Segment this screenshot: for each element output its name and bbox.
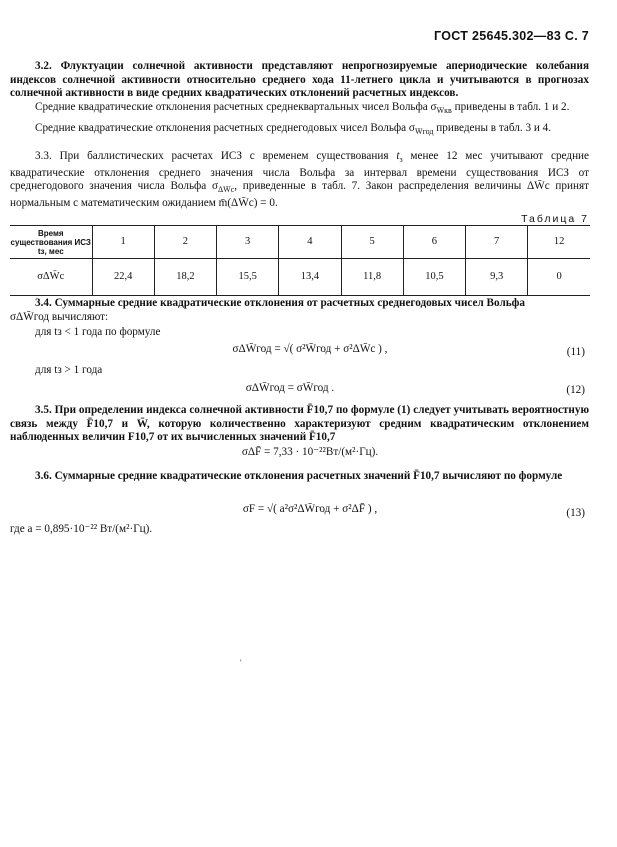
where-clause: где a = 0,895·10⁻²² Вт/(м²·Гц). [10, 523, 153, 535]
table-cell: 9,3 [466, 259, 528, 296]
col-header-cell: 5 [341, 226, 403, 259]
col-header-cell: 7 [466, 226, 528, 259]
table-row [10, 259, 590, 296]
table-cell: 11,8 [341, 259, 403, 296]
equation-11-number: (11) [566, 346, 585, 358]
table-caption: Таблица 7 [521, 213, 589, 225]
table-cell: 10,5 [403, 259, 465, 296]
paragraph-table3-4-ref: Средние квадратические отклонения расчетных среднегодовых чисел Вольфа $\sigma_{W̄год}$ приведены в табл. 3 и 4. [35, 122, 552, 137]
row-label-cell: σΔW̄с [10, 259, 92, 296]
col-header-cell: 1 [92, 226, 154, 259]
paragraph-3-2: 3.2. Флуктуации солнечной активности представляют непрогнозируемые апериодические колебания индексов солнечной активности относительно среднего хода 11-летнего цикла и учитываются в прогнозах солнечной активности в виде средних квадратических отклонений расчетных индексов. [10, 60, 589, 100]
equation-11: σΔW̄год = √( σ²W̄год + σ²ΔW̄с ) , [232, 343, 388, 355]
case-more-than-one-year: для tз > 1 года [35, 364, 103, 376]
paragraph-table1-2-ref: Средние квадратические отклонения расчетных среднеквартальных чисел Вольфа $\sigma_{W̄кв}$ приведены в табл. 1 и 2. [35, 101, 570, 116]
table-cell: 15,5 [217, 259, 279, 296]
paragraph-3-3: 3.3. При баллистических расчетах ИСЗ с временем существования $t_з$ менее 12 мес учитывают средние квадратические отклонения среднего значения числа Вольфа за интервал времени существования ИСЗ от среднегодового значения числа Вольфа $\sigma_{\Delta W̄с}$, приведенные в табл. 7. Закон распределения величины ΔW̄с принят нормальным с математическим ожиданием m̄(ΔW̄с) = 0. [10, 150, 590, 210]
table-cell: 13,4 [279, 259, 341, 296]
equation-13: σF = √( a²σ²ΔW̄год + σ²ΔF̄ ) , [242, 503, 378, 515]
page-header: ГОСТ 25645.302—83 С. 7 [434, 29, 589, 43]
col-header-cell: 6 [403, 226, 465, 259]
table-7 [10, 225, 590, 296]
stray-mark: ' [240, 658, 242, 668]
paragraph-3-5: 3.5. При определении индекса солнечной активности F̄10,7 по формуле (1) следует учитывать вероятностную связь между F̄10,7 и W̄, которую количественно характеризуют средним квадратическим отклонением наблюденных величин F10,7 от их вычисленных значений F̄10,7 [10, 404, 589, 444]
equation-sigma-f: σΔF̄ = 7,33 · 10⁻²²Вт/(м²·Гц). [241, 446, 379, 458]
col-header-cell: 4 [279, 226, 341, 259]
table-header-row [10, 226, 590, 259]
table-cell: 0 [528, 259, 590, 296]
table-cell: 22,4 [92, 259, 154, 296]
case-less-than-one-year: для tз < 1 года по формуле [35, 326, 161, 338]
equation-12: σΔW̄год = σW̄год . [245, 382, 335, 394]
col-header-cell: 3 [217, 226, 279, 259]
table-cell: 18,2 [154, 259, 216, 296]
col-header-cell: 12 [528, 226, 590, 259]
paragraph-3-4: 3.4. Суммарные средние квадратические отклонения от расчетных среднегодовых чисел Вольфа [35, 297, 525, 309]
paragraph-3-4-tail: σΔW̄год вычисляют: [10, 311, 109, 323]
row-header-cell: Время существования ИСЗ tз, мес [10, 226, 92, 259]
equation-12-number: (12) [566, 384, 585, 396]
equation-13-number: (13) [566, 507, 585, 519]
col-header-cell: 2 [154, 226, 216, 259]
paragraph-3-6: 3.6. Суммарные средние квадратические отклонения расчетных значений F̄10,7 вычисляют по формуле [35, 470, 563, 482]
